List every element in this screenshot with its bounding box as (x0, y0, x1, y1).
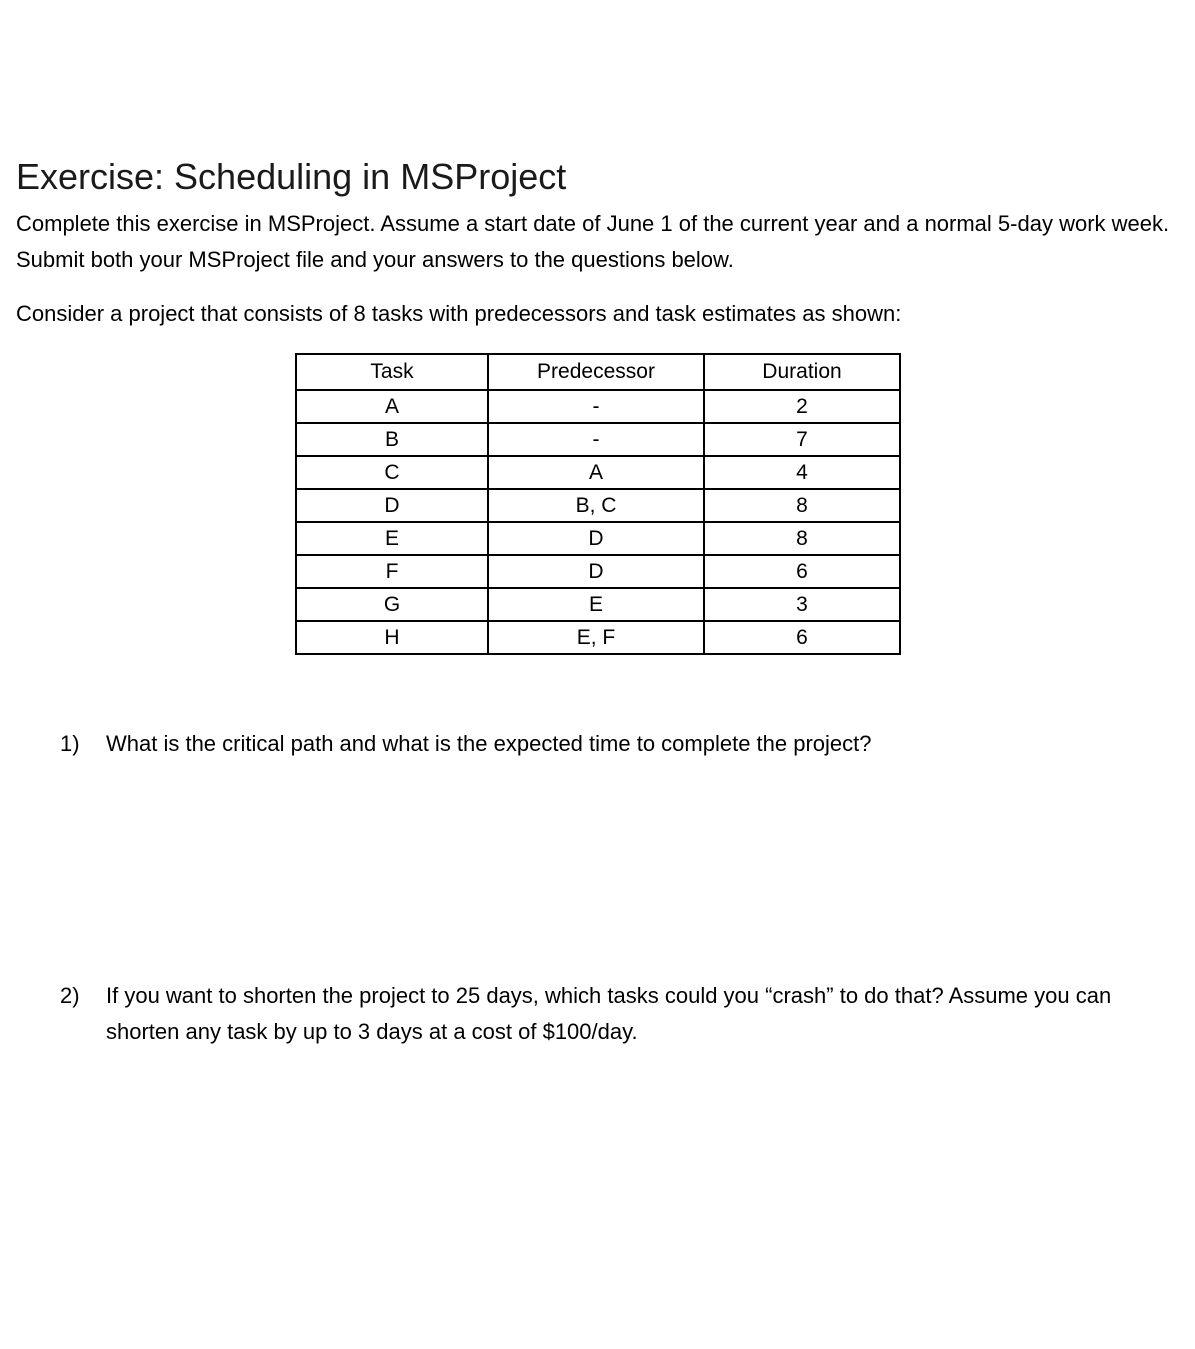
table-row (296, 489, 900, 522)
table-row (296, 390, 900, 423)
header-duration: Duration (704, 354, 900, 390)
question-1 (60, 726, 1186, 762)
task-cell: E (296, 522, 488, 555)
predecessor-cell: D (488, 522, 704, 555)
predecessor-cell: - (488, 390, 704, 423)
duration-cell: 6 (704, 555, 900, 588)
duration-cell: 7 (704, 423, 900, 456)
table-row (296, 588, 900, 621)
intro-paragraph: Complete this exercise in MSProject. Assume a start date of June 1 of the current year and a normal 5-day work week. Submit both your MSProject file and your answers to the questions below. (16, 211, 1170, 272)
predecessor-cell: E (488, 588, 704, 621)
predecessor-cell: E, F (488, 621, 704, 654)
duration-cell: 3 (704, 588, 900, 621)
duration-cell: 6 (704, 621, 900, 654)
table-header-row (296, 354, 900, 390)
predecessor-cell: B, C (488, 489, 704, 522)
predecessor-cell: D (488, 555, 704, 588)
table-row (296, 621, 900, 654)
question-text: What is the critical path and what is the expected time to complete the project? (106, 731, 872, 756)
task-cell: A (296, 390, 488, 423)
table-row (296, 423, 900, 456)
question-number: 2) (60, 983, 80, 1008)
header-task: Task (296, 354, 488, 390)
task-cell: C (296, 456, 488, 489)
question-2 (60, 978, 1186, 1050)
header-predecessor: Predecessor (488, 354, 704, 390)
table-row (296, 456, 900, 489)
duration-cell: 8 (704, 489, 900, 522)
task-table (295, 353, 901, 655)
question-text: If you want to shorten the project to 25 days, which tasks could you “crash” to do that? Assume you can shorten any task by up to 3 days at a cost of $100/day. (106, 983, 1112, 1044)
consider-paragraph: Consider a project that consists of 8 tasks with predecessors and task estimates as shown: (16, 301, 902, 326)
task-cell: B (296, 423, 488, 456)
duration-cell: 8 (704, 522, 900, 555)
duration-cell: 2 (704, 390, 900, 423)
table-row (296, 522, 900, 555)
predecessor-cell: A (488, 456, 704, 489)
predecessor-cell: - (488, 423, 704, 456)
task-cell: H (296, 621, 488, 654)
page-title: Exercise: Scheduling in MSProject (16, 156, 567, 197)
task-cell: D (296, 489, 488, 522)
task-cell: G (296, 588, 488, 621)
duration-cell: 4 (704, 456, 900, 489)
table-row (296, 555, 900, 588)
question-number: 1) (60, 731, 80, 756)
task-cell: F (296, 555, 488, 588)
